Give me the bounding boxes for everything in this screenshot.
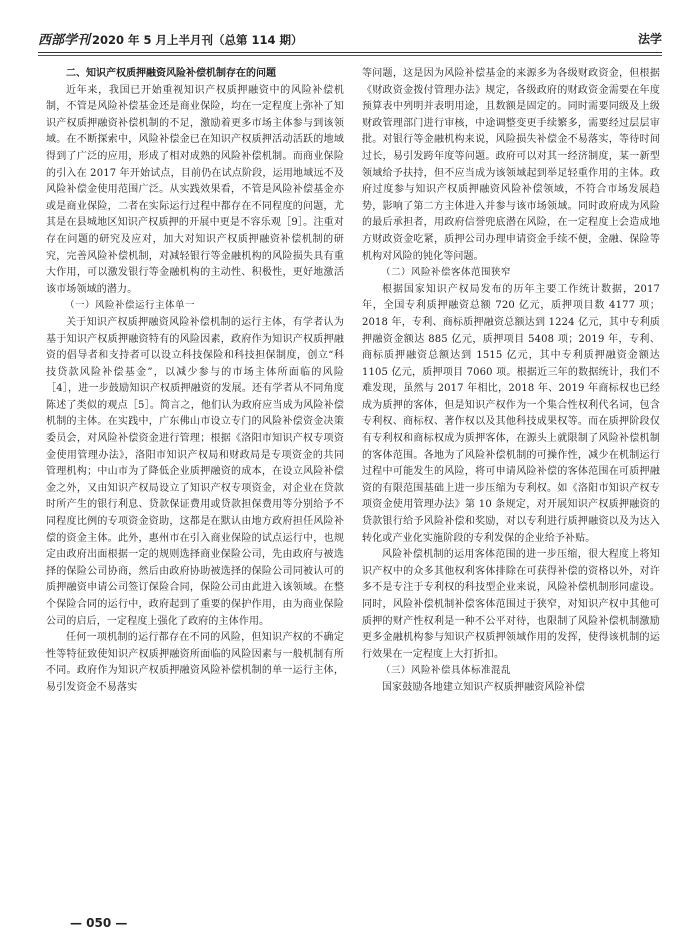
paragraph: 国家鼓励各地建立知识产权质押融资风险补偿 [382, 681, 585, 693]
paragraph: 近年来，我国已开始重视知识产权质押融资中的风险补偿机制，不管是风险补偿基金还是商业保险，均在一定程度上弥补了知识产权质押融资补偿机制的不足，激励着更多市场主体参与到该领域。在不断探索中，风险补偿金已在知识产权质押活动活跃的地域得到了广泛的应用，形成了相对成熟的风险补偿机制。而商业保险的引入在 2017 年开始试点，目前仍在试点阶段，运用地域远不及风险补偿金使用范围广泛。从实践效果看，不管是风险补偿基金亦或是商业保险，二者在实际运行过程中都存在不同程度的问题，尤其是在县城地区知识产权质押的开展中更是不容乐观［9］。注重对存在问题的研究及应对，加大对知识产权质押融资补偿机制的研究，完善风险补偿机制，对减轻银行等金融机构的风险损失具有重大作用，可以激发银行等金融机构的主动性、积极性，更好地激活该市场领域的潜力。 [46, 84, 344, 295]
journal-name: 西部学刊 [38, 32, 91, 48]
page-number: — 050 — [70, 916, 128, 930]
subsection-heading: （二）风险补偿客体范围狭窄 [381, 267, 512, 279]
header-rule [38, 52, 662, 53]
left-column [46, 66, 344, 902]
paragraph: 等问题，这是因为风险补偿基金的来源多为各级财政资金，但根据《财政资金拨付管理办法》规定，各级政府的财政资金需要在年度预算表中列明并表明用途，且数额是固定的。同时需要同级及上级财政管理部门进行审核，中途调整变更手续繁多，需要经过层层审批。对银行等金融机构来说，风险损失补偿金不易落实，等待时间过长，易引发跨年度等问题。政府可以对其一经济制度，某一新型领域给予扶持，但不应当成为该领域起到举足轻重作用的主体。政府过度参与知识产权质押融资风险补偿领域，不符合市场发展趋势，影响了第二方主体进入并参与该市场领域。同时政府成为风险的最后承担者，用政府信誉兜底潜在风险，在一定程度上会造成地方财政资金吃紧，质押公司办理申请资金手续不便，金融、保险等机构对风险的钝化等问题。 [362, 68, 660, 262]
right-column [362, 66, 660, 902]
section-name: 法学 [637, 31, 662, 46]
article-body [46, 66, 660, 902]
section-heading: 二、知识产权质押融资风险补偿机制存在的问题 [66, 68, 276, 79]
paragraph: 风险补偿机制的运用客体范围的进一步压缩，很大程度上将知识产权中的众多其他权利客体排除在可获得补偿的资格以外，对许多不是专注于专利权的科技型企业来说，风险补偿机制形同虚设。同时，风险补偿机制补偿客体范围过于狭窄，对知识产权中其他可质押的财产性权利是一种不公平对待，也限制了风险补偿机制激励更多金融机构参与知识产权质押领域作用的发挥，使得该机制的运行效果在一定程度上大打折扣。 [362, 549, 660, 660]
subsection-heading: （三）风险补偿具体标准混乱 [381, 665, 512, 677]
paragraph: 根据国家知识产权局发布的历年主要工作统计数据，2017 年，全国专利质押融资总额 720 亿元，质押项目数 4177 项；2018 年，专利、商标质押融资总额达到 1224 亿元，其中专利质押融资金额达 885 亿元，质押项目 5408 项；2019 年，专利、商标质押融资总额达到 1515 亿元，其中专利质押融资金额达 1105 亿元，质押项目 7060 项。根据近三年的数据统计，我们不难发现，虽然与 2017 年相比，2018 年、2019 年商标权也已经成为质押的客体，但是知识产权作为一个集合性权利代名词，包含专利权、商标权、著作权以及其他科技成果权等。而在质押阶段仅有专利权和商标权成为质押客体，在源头上就限制了风险补偿机制的客体范围。各地为了风险补偿机制的可操作性，减少在机制运行过程中可能发生的风险，将可申请风险补偿的客体范围在可质押融资的有限范围基础上进一步压缩为专利权。如《洛阳市知识产权专项资金使用管理办法》第 10 条规定，对开展知识产权质押融资的贷款银行给予风险补偿和奖励，对以专利进行质押融资以及为达入转化或产业化实施阶段的专利发保的企业给予补贴。 [362, 283, 660, 544]
subsection-heading: （一）风险补偿运行主体单一 [65, 300, 196, 312]
paragraph: 关于知识产权质押融资风险补偿机制的运行主体，有学者认为基于知识产权质押融资特有的风险因素，政府作为知识产权质押融资的倡导者和支持者可以设立科技保险和科技担保制度，创立“科技贷款风险补偿基金”，以减少参与的市场主体所面临的风险［4］，进一步鼓励知识产权质押融资的发展。还有学者从不同角度陈述了类似的观点［5］。简言之，他们认为政府应当成为风险补偿机制的主体。在实践中，广东佛山市设立专门的风险补偿资金决策委员会，对风险补偿资金进行管理；根据《洛阳市知识产权专项资金使用管理办法》，洛阳市知识产权局和财政局是专项资金的共同管理机构；中山市为了降低企业质押融资的成本，在设立风险补偿金之外，又由知识产权局设立了知识产权专项资金，对企业在贷款时所产生的银行利息、贷款保证费用或贷款担保费用等分别给予不同程度比例的专项资金资助，这都是在默认由地方政府担任风险补偿的资金主体。此外，惠州市在引入商业保险的试点运行中，也规定由政府出面根据一定的规则选择商业保险公司，先由政府与被选择的保险公司协商，然后由政府协助被选择的保险公司同被认可的质押融资申请公司签订保险合同，保险公司由此进入该领域。在整个保险合同的运行中，政府起到了重要的保护作用，由为商业保险公司的启后，一定程度上强化了政府的主体作用。 [46, 316, 344, 627]
paragraph: 任何一项机制的运行都存在不同的风险，但知识产权的不确定性等特征致使知识产权质押融资所面临的风险因素与一般机制有所不同。政府作为知识产权质押融资风险补偿机制的单一运行主体，易引发资金不易落实 [46, 632, 344, 693]
page-header [38, 26, 662, 50]
issue-info: 2020 年 5 月上半月刊（总第 114 期） [92, 32, 303, 47]
header-rule-thin [38, 55, 662, 56]
header-left [38, 29, 303, 48]
